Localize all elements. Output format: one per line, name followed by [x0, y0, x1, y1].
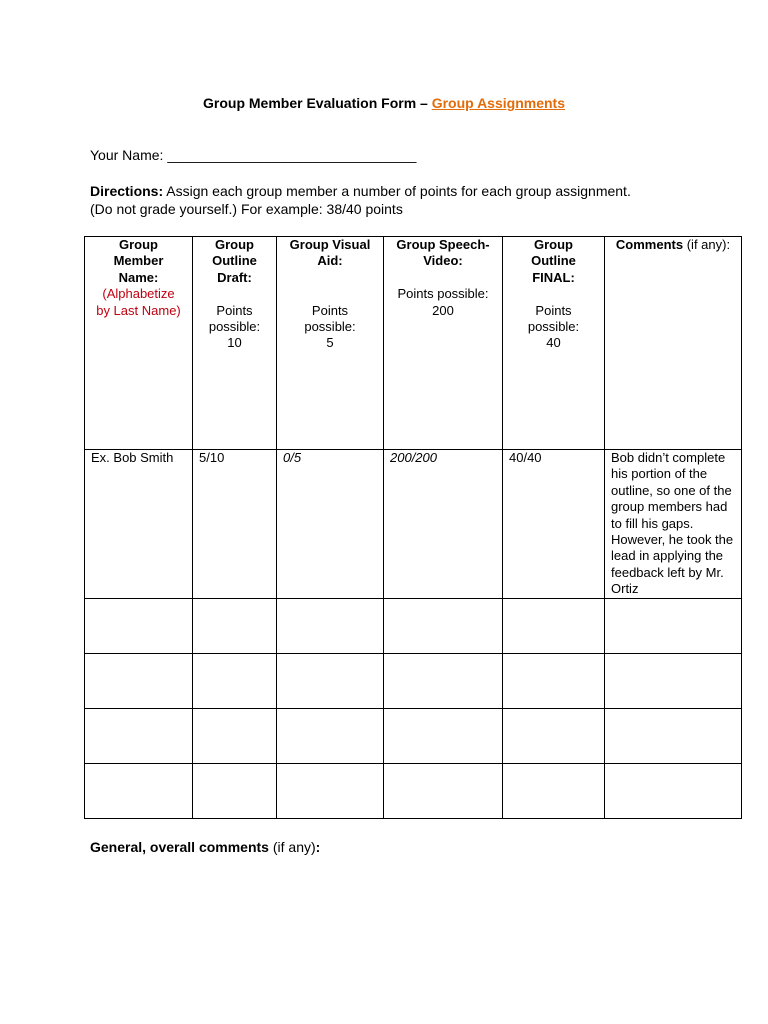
blank-speech-video-cell[interactable] [384, 653, 503, 708]
header-draft-points-2: possible: [208, 319, 261, 335]
blank-name-cell[interactable] [85, 598, 193, 653]
header-speech-line-2: Video: [423, 253, 463, 269]
header-speech-points-1: Points possible: [397, 286, 489, 302]
header-final-line-3: FINAL: [532, 269, 575, 285]
blank-outline-final-cell[interactable] [503, 598, 605, 653]
header-name-note-2: by Last Name) [96, 302, 181, 318]
header-final-points-3: 40 [546, 335, 561, 351]
table-row [85, 708, 742, 763]
header-visual-line-1: Group Visual [289, 237, 371, 252]
blank-outline-draft-cell[interactable] [193, 763, 277, 818]
header-outline-final [503, 237, 605, 450]
header-name-line-2: Member [113, 253, 164, 269]
blank-outline-final-cell[interactable] [503, 708, 605, 763]
example-visual-aid-cell[interactable]: 0/5 [277, 450, 384, 599]
blank-visual-aid-cell[interactable] [277, 653, 384, 708]
general-comments-label: General, overall comments [90, 839, 269, 855]
group-assignments-link[interactable]: Group Assignments [431, 95, 565, 111]
header-draft-line-2: Outline [212, 253, 257, 269]
blank-speech-video-cell[interactable] [384, 708, 503, 763]
general-comments-colon: : [315, 839, 321, 855]
header-name-line-1: Group [119, 237, 158, 252]
header-visual-points-1: Points [311, 302, 349, 318]
header-draft-points-1: Points [216, 302, 253, 318]
example-outline-draft-cell[interactable]: 5/10 [193, 450, 277, 599]
header-final-line-2: Outline [531, 253, 576, 269]
your-name-blank[interactable]: ________________________________ [167, 147, 417, 163]
header-draft-line-1: Group [215, 237, 254, 252]
evaluation-table [84, 236, 742, 819]
header-speech-video [384, 237, 503, 450]
blank-speech-video-cell[interactable] [384, 763, 503, 818]
directions-label: Directions: [90, 183, 164, 199]
example-row [85, 450, 742, 599]
header-speech-line-1: Group Speech- [396, 237, 490, 252]
form-title [0, 94, 768, 112]
header-comments [605, 237, 742, 450]
blank-speech-video-cell[interactable] [384, 598, 503, 653]
example-name-cell[interactable]: Ex. Bob Smith [85, 450, 193, 599]
form-title-text: Group Member Evaluation Form – [203, 95, 432, 111]
blank-comment-cell[interactable] [605, 763, 742, 818]
blank-visual-aid-cell[interactable] [277, 763, 384, 818]
blank-outline-final-cell[interactable] [503, 653, 605, 708]
header-comments-bold: Comments [615, 237, 684, 252]
directions [90, 182, 730, 218]
header-name-note-1: (Alphabetize [102, 286, 175, 302]
your-name-line [90, 146, 416, 164]
header-visual-points-2: possible: [304, 319, 356, 334]
directions-line-1: Assign each group member a number of points for each group assignment. [163, 183, 631, 199]
blank-outline-final-cell[interactable] [503, 763, 605, 818]
example-outline-final-cell[interactable]: 40/40 [503, 450, 605, 599]
header-visual-aid [277, 237, 384, 450]
your-name-label: Your Name: [90, 147, 168, 163]
blank-name-cell[interactable] [85, 763, 193, 818]
blank-outline-draft-cell[interactable] [193, 598, 277, 653]
table-row [85, 763, 742, 818]
general-comments [90, 838, 320, 856]
table-row [85, 598, 742, 653]
blank-comment-cell[interactable] [605, 653, 742, 708]
header-member-name [85, 237, 193, 450]
header-final-points-1: Points [535, 302, 572, 318]
blank-visual-aid-cell[interactable] [277, 598, 384, 653]
header-final-points-2: possible: [527, 319, 580, 335]
example-speech-video-cell[interactable]: 200/200 [384, 450, 503, 599]
example-comment-cell[interactable]: Bob didn’t complete his portion of the outline, so one of the group members had to fill his gaps. However, he took the lead in applying the feedback left by Mr. Ortiz [605, 450, 742, 599]
blank-comment-cell[interactable] [605, 708, 742, 763]
header-final-line-1: Group [534, 237, 573, 252]
header-comments-rest: (if any): [683, 237, 731, 252]
blank-comment-cell[interactable] [605, 598, 742, 653]
general-comments-qualifier: (if any) [268, 839, 316, 855]
header-name-line-3: Name: [118, 269, 159, 285]
blank-name-cell[interactable] [85, 653, 193, 708]
directions-line-2: (Do not grade yourself.) For example: 38/40 points [90, 201, 403, 217]
blank-name-cell[interactable] [85, 708, 193, 763]
blank-outline-draft-cell[interactable] [193, 708, 277, 763]
header-draft-line-3: Draft: [217, 269, 252, 285]
header-draft-points-3: 10 [227, 335, 242, 351]
header-row [85, 237, 742, 450]
header-speech-points-2: 200 [432, 302, 454, 318]
header-visual-points-3: 5 [326, 335, 334, 351]
header-outline-draft [193, 237, 277, 450]
blank-visual-aid-cell[interactable] [277, 708, 384, 763]
table-row [85, 653, 742, 708]
blank-outline-draft-cell[interactable] [193, 653, 277, 708]
header-visual-line-2: Aid: [317, 253, 343, 269]
